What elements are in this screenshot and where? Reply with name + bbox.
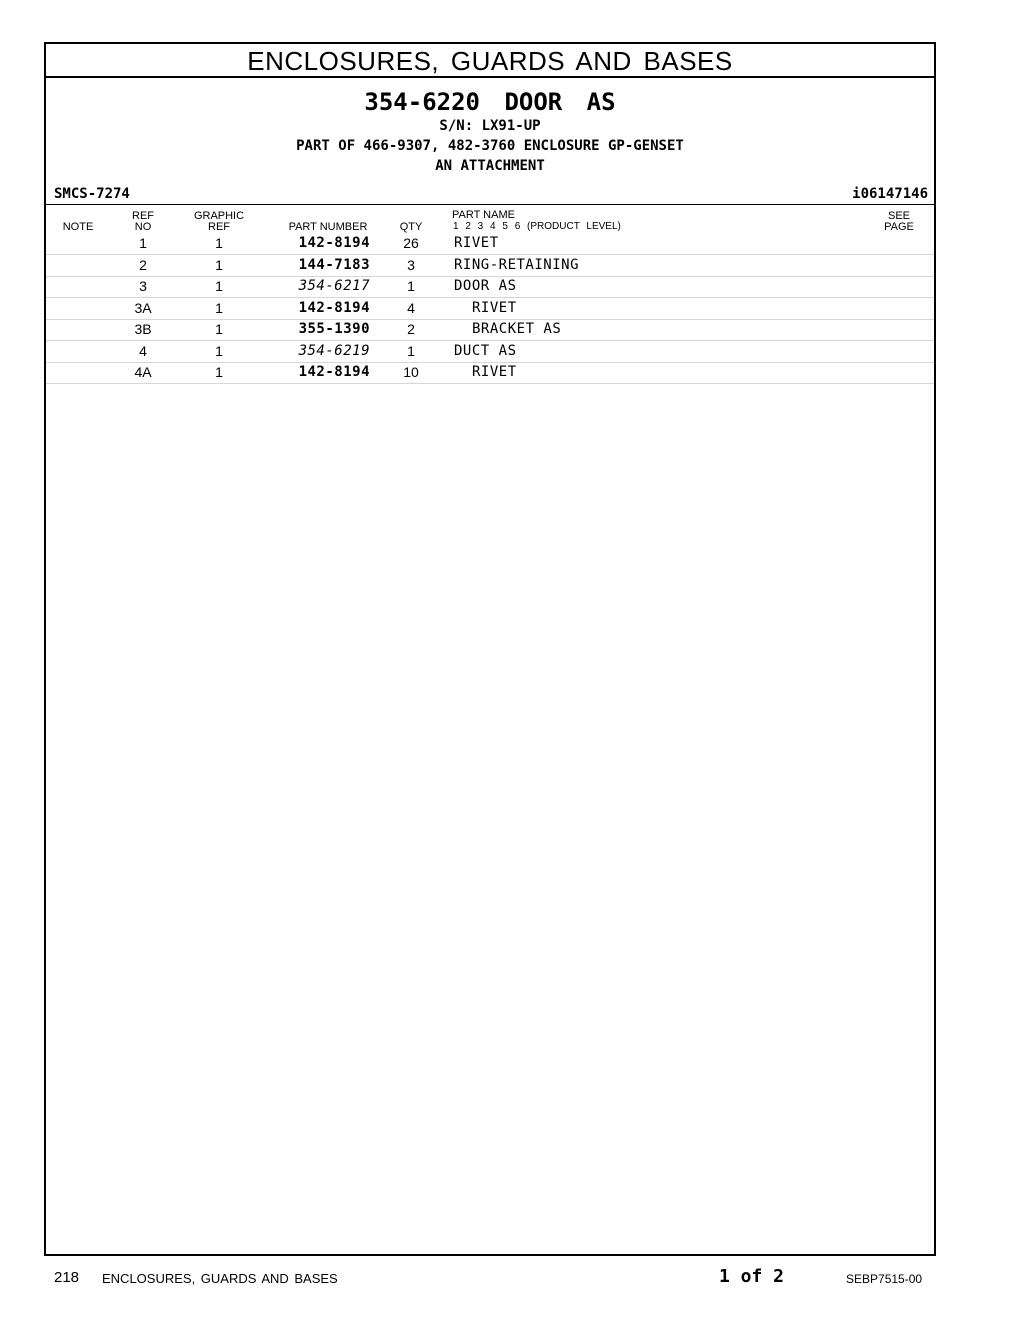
ref-cell: 2 [139, 256, 147, 273]
part-name-cell: RIVET [472, 299, 517, 316]
table-row [46, 362, 934, 384]
graphic-ref-cell: 1 [215, 364, 223, 380]
col-graphic-2: REF [208, 221, 230, 233]
col-note: NOTE [62, 221, 94, 233]
part-number-title: 354-6220 [364, 88, 480, 116]
part-number-cell: 142-8194 [298, 235, 370, 251]
qty-cell: 26 [403, 235, 419, 251]
serial-number: S/N: LX91-UP [439, 118, 541, 134]
col-ref-2: NO [134, 221, 152, 233]
table-row [46, 276, 934, 298]
qty-cell: 1 [407, 278, 415, 294]
part-number-cell: 355-1390 [298, 321, 370, 337]
table-row [46, 298, 934, 320]
col-see-2: PAGE [884, 221, 914, 233]
part-name-cell: RING-RETAINING [454, 256, 580, 273]
col-ref-1: REF [132, 210, 154, 222]
qty-cell: 3 [407, 256, 415, 273]
footer-section: ENCLOSURES, GUARDS AND BASES [102, 1271, 338, 1286]
ref-cell: 4A [134, 364, 152, 380]
col-part-name: PART NAME [452, 209, 515, 221]
part-name-cell: DUCT AS [454, 342, 517, 359]
ref-cell: 3B [134, 321, 152, 337]
ref-cell: 3A [134, 299, 152, 316]
table-row [46, 255, 934, 277]
qty-cell: 4 [407, 299, 415, 316]
smcs-code: SMCS-7274 [54, 186, 130, 202]
part-number-cell: 142-8194 [298, 299, 370, 316]
part-name-cell: RIVET [472, 364, 517, 380]
col-qty: QTY [399, 221, 423, 233]
part-number-cell: 354-6219 [298, 342, 370, 359]
qty-cell: 1 [407, 342, 415, 359]
graphic-ref-cell: 1 [215, 299, 223, 316]
graphic-ref-cell: 1 [215, 321, 223, 337]
part-number-cell: 144-7183 [298, 256, 370, 273]
col-graphic-1: GRAPHIC [193, 210, 245, 222]
table-row [46, 233, 934, 255]
ref-cell: 3 [139, 278, 147, 294]
qty-cell: 2 [407, 321, 415, 337]
part-name-title: DOOR AS [504, 88, 616, 116]
footer-page-of: 1 of 2 [719, 1266, 785, 1287]
ref-cell: 1 [139, 235, 147, 251]
header-divider [46, 204, 934, 205]
part-name-cell: DOOR AS [454, 278, 517, 294]
col-part-number: PART NUMBER [288, 221, 368, 233]
part-number-cell: 142-8194 [298, 364, 370, 380]
attachment-line: AN ATTACHMENT [435, 158, 545, 174]
footer-page-number: 218 [54, 1269, 80, 1286]
part-title [46, 88, 934, 116]
col-product-levels: 1 2 3 4 5 6 (PRODUCT LEVEL) [453, 221, 621, 232]
footer-doc-id: SEBP7515-00 [846, 1272, 923, 1286]
part-of-line: PART OF 466-9307, 482-3760 ENCLOSURE GP-GENSET [296, 138, 684, 154]
graphic-ref-cell: 1 [215, 256, 223, 273]
table-row [46, 341, 934, 363]
graphic-ref-cell: 1 [215, 278, 223, 294]
page-frame [44, 42, 936, 1256]
part-name-cell: BRACKET AS [472, 321, 562, 337]
graphic-ref-cell: 1 [215, 342, 223, 359]
part-number-cell: 354-6217 [298, 278, 370, 294]
col-see-1: SEE [887, 210, 910, 222]
qty-cell: 10 [403, 364, 419, 380]
illustration-id: i06147146 [852, 186, 928, 202]
part-name-cell: RIVET [454, 235, 499, 251]
graphic-ref-cell: 1 [215, 235, 223, 251]
section-title: ENCLOSURES, GUARDS AND BASES [46, 44, 934, 78]
ref-cell: 4 [139, 342, 147, 359]
table-row [46, 319, 934, 341]
